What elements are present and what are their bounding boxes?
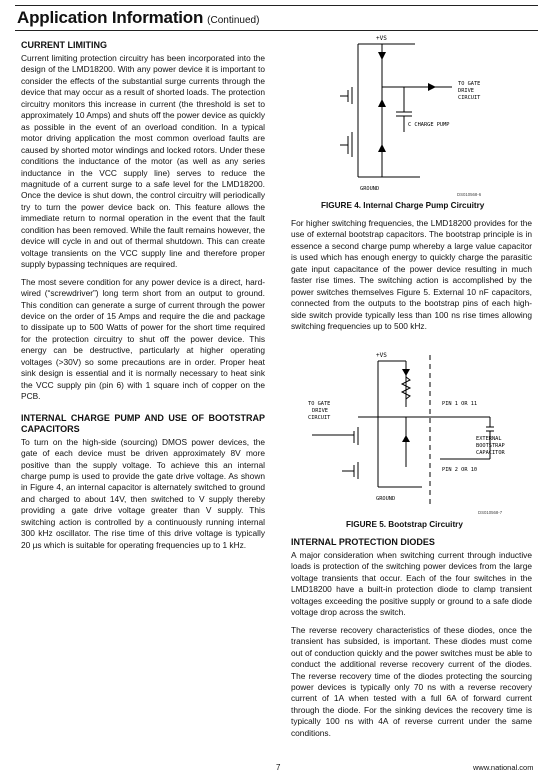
protection-diodes-heading: INTERNAL PROTECTION DIODES bbox=[291, 537, 435, 547]
fig4-vs-label: +VS bbox=[376, 35, 387, 42]
diode-middle-icon bbox=[378, 99, 386, 107]
current-limiting-paragraph-1: Current limiting protection circuitry has been incorporated into the design of the LMD18200. With any power device it is important to consider the effects of the substantial surge currents through the device that may occur as a result of shorted loads. The protection circuitry monitors this increase in current (the threshold is set to approximately 10 Amps) and shuts off the power device as quickly as possible in the event of an overload condition. In a typical motor driving application the most common overload faults are caused by shorted motor windings and locked rotors. Under these conditions the inductance of the motor (as well as any series inductance in the VCC supply line) serves to reduce the magnitude of a current surge to a safe level for the LMD18200. Once the device is shut down, the control circuitry will periodically try to turn the power device back on. This feature allows the immediate return to normal operation in the event that the fault condition has been removed. While the fault remains however, the device will cycle in and out of thermal shutdown. This can create voltage transients on the VCC supply line and therefore proper supply bypassing techniques are required. bbox=[21, 53, 265, 270]
fig4-cpump-label: C CHARGE PUMP bbox=[408, 122, 450, 128]
page-title: Application Information (Continued) bbox=[17, 8, 260, 27]
fig4-circuit-label: CIRCUIT bbox=[458, 95, 481, 101]
fig5-zener-icon bbox=[402, 435, 410, 442]
charge-pump-heading: INTERNAL CHARGE PUMP AND USE OF BOOTSTRAP CAPACITORS bbox=[21, 412, 265, 434]
fig5-capacitor-label: CAPACITOR bbox=[476, 450, 505, 456]
right-column-bottom bbox=[291, 537, 532, 745]
figure-4-caption: FIGURE 4. Internal Charge Pump Circuitry bbox=[321, 201, 485, 210]
protection-diodes-paragraph-2: The reverse recovery characteristics of these diodes, once the transient has subsided, is important. These diodes must come out of conduction quickly and the power switches must be able to conduct the additional reverse recovery current of the diodes. The reverse recovery time of the diodes protecting the sourcing power devices is typically only 70 ns with a reverse recovery current of 1A when tested with a full 6A of forward current through the diode. For the sinking devices the recovery time is typically 100 ns with 4A of reverse current under the same conditions. bbox=[291, 624, 532, 738]
fig5-pin-2-10-label: PIN 2 OR 10 bbox=[442, 467, 478, 473]
fig4-drive-label: DRIVE bbox=[458, 88, 474, 94]
protection-diodes-paragraph-1: A major consideration when switching current through inductive loads is protection of the switching power devices from the large voltage transients that occur. Each of the four switches in the LMD18200 have a built-in protection diode to clamp transient voltages exceeding the positive supply or ground to a safe diode voltage drop across the switch. bbox=[291, 550, 532, 618]
footer-url: www.national.com bbox=[473, 763, 534, 772]
fig4-to-gate-label: TO GATE bbox=[458, 81, 481, 87]
fig4-ground-label: GROUND bbox=[360, 186, 380, 192]
figure-5-caption: FIGURE 5. Bootstrap Circuitry bbox=[346, 520, 463, 529]
fig5-diode-top-icon bbox=[402, 369, 410, 376]
figure-4-code: DS010568-6 bbox=[457, 192, 482, 197]
bootstrap-paragraph: For higher switching frequencies, the LMD18200 provides for the use of external bootstrap capacitors. The bootstrap principle is in essence a second charge pump whereby a large value capacitor is used which has enough energy to quickly charge the parasitic gate input capacitance of the power device resulting in much faster rise times. The switching action is accomplished by the power switches themselves Figure 5. External 10 nF capacitors, connected from the outputs to the bootstrap pins of each high-side switch provide typically less than 100 ns rise times allowing switching frequencies up to 500 kHz. bbox=[291, 218, 532, 332]
charge-pump-paragraph: To turn on the high-side (sourcing) DMOS power devices, the gate of each device must be driven approximately 8V more positive than the supply voltage. To achieve this an internal charge pump is used to provide the gate drive voltage. As shown in Figure 4, an internal capacitor is alternately switched to ground and charged to about 14V, then switched to V supply thereby providing a gate drive voltage greater than V supply. This switching action is controlled by a continuously running internal 300 kHz oscillator. The rise time of this drive voltage is typically 20 µs which is suitable for operating frequencies up to 1 kHz. bbox=[21, 436, 265, 550]
figure-5-code: DS010568-7 bbox=[478, 510, 503, 515]
fig5-ground-label: GROUND bbox=[376, 496, 396, 502]
diode-output-icon bbox=[428, 83, 436, 91]
fig5-bootstrap-label: BOOTSTRAP bbox=[476, 443, 505, 449]
fig5-drive-label: DRIVE bbox=[312, 408, 328, 414]
header-bottom-rule bbox=[15, 30, 538, 31]
current-limiting-paragraph-2: The most severe condition for any power device is a direct, hard-wired (“screwdriver”) long term short from an output to ground. This condition can generate a surge of current through the power device on the order of 15 Amps and require the die and package to dissipate up to 500 Watts of power for the short time required for the protection circuitry to shut off the power device. This energy can be destructive, particularly at higher operating voltages (>30V) so some precautions are in order. Proper heat sink design is essential and it is normally necessary to heat sink the VCC supply pin (pin 6) with 1 square inch of copper on the PCB. bbox=[21, 276, 265, 402]
figure-4-diagram bbox=[300, 32, 535, 202]
current-limiting-heading: CURRENT LIMITING bbox=[21, 40, 107, 50]
fig5-vs-label: +VS bbox=[376, 352, 387, 359]
figure-5-diagram bbox=[300, 347, 535, 512]
zener-icon bbox=[378, 144, 386, 152]
page-number: 7 bbox=[276, 763, 281, 772]
fig5-to-gate-label: TO GATE bbox=[308, 401, 331, 407]
fig5-pin-1-11-label: PIN 1 OR 11 bbox=[442, 401, 478, 407]
fig5-external-label: EXTERNAL bbox=[476, 436, 502, 442]
left-column bbox=[21, 40, 265, 557]
right-column-top bbox=[291, 218, 532, 339]
fig5-circuit-label: CIRCUIT bbox=[308, 415, 331, 421]
header-top-rule bbox=[15, 5, 538, 6]
continued-label: (Continued) bbox=[207, 15, 260, 26]
diode-top-icon bbox=[378, 52, 386, 60]
